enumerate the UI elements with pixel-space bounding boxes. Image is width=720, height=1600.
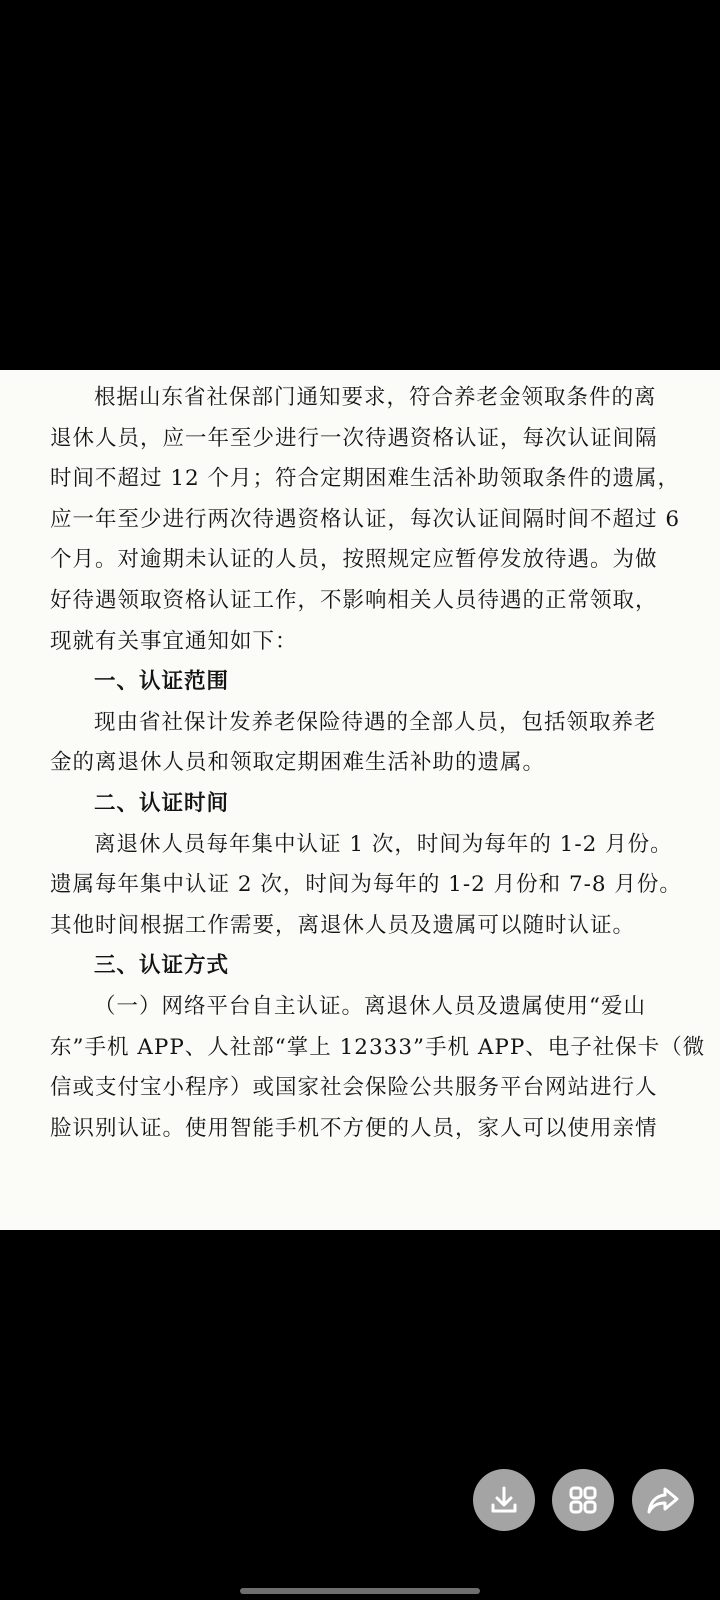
doc-line-17: 东”手机 APP、人社部“掌上 12333”手机 APP、电子社保卡（微 — [50, 1034, 706, 1060]
home-indicator[interactable] — [240, 1588, 480, 1594]
section-heading-method: 三、认证方式 — [94, 953, 230, 979]
doc-line-1: 根据山东省社保部门通知要求，符合养老金领取条件的离 — [94, 385, 657, 410]
section-heading-scope: 一、认证范围 — [94, 669, 230, 695]
doc-line-2: 退休人员，应一年至少进行一次待遇资格认证，每次认证间隔 — [50, 425, 658, 451]
grid-button[interactable] — [552, 1469, 614, 1531]
grid-icon — [567, 1484, 599, 1516]
doc-line-12: 离退休人员每年集中认证 1 次，时间为每年的 1-2 月份。 — [94, 831, 673, 857]
share-button[interactable] — [632, 1469, 694, 1531]
doc-line-18: 信或支付宝小程序）或国家社会保险公共服务平台网站进行人 — [50, 1075, 658, 1101]
doc-line-5: 个月。对逾期未认证的人员，按照规定应暂停发放待遇。为做 — [50, 547, 658, 573]
doc-line-13: 遗属每年集中认证 2 次，时间为每年的 1-2 月份和 7-8 月份。 — [50, 872, 682, 898]
download-button[interactable] — [473, 1469, 535, 1531]
download-icon — [487, 1483, 521, 1517]
doc-line-4: 应一年至少进行两次待遇资格认证，每次认证间隔时间不超过 6 — [50, 506, 681, 532]
doc-line-16: （一）网络平台自主认证。离退休人员及遗属使用“爱山 — [94, 993, 646, 1019]
doc-line-19: 脸识别认证。使用智能手机不方便的人员，家人可以使用亲情 — [50, 1115, 658, 1141]
doc-line-14: 其他时间根据工作需要，离退休人员及遗属可以随时认证。 — [50, 912, 636, 938]
doc-line-9: 现由省社保计发养老保险待遇的全部人员，包括领取养老 — [94, 709, 657, 735]
action-bar — [0, 1469, 720, 1531]
doc-line-10: 金的离退休人员和领取定期困难生活补助的遗属。 — [50, 750, 546, 776]
share-icon — [645, 1483, 681, 1517]
section-heading-time: 二、认证时间 — [94, 790, 230, 816]
doc-line-7: 现就有关事宜通知如下： — [50, 628, 298, 654]
document-image[interactable] — [0, 370, 720, 1230]
doc-line-3: 时间不超过 12 个月；符合定期困难生活补助领取条件的遗属， — [50, 466, 681, 492]
doc-line-6: 好待遇领取资格认证工作，不影响相关人员待遇的正常领取， — [50, 587, 658, 613]
